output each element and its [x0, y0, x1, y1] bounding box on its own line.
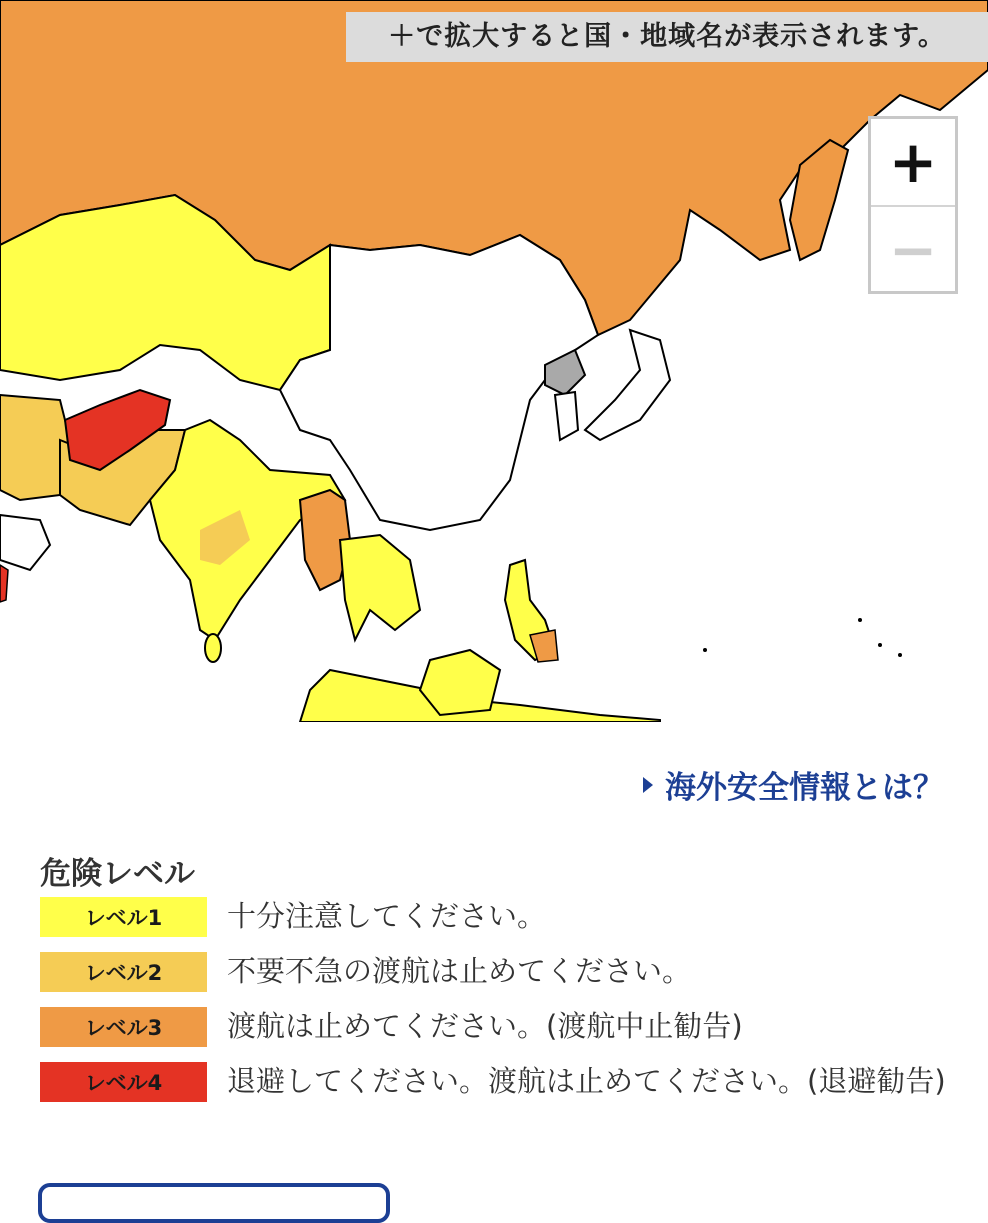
- zoom-control[interactable]: [868, 116, 958, 294]
- map-region-arabia-edge[interactable]: [0, 565, 8, 602]
- legend-row-level1: [40, 897, 960, 938]
- zoom-out-button[interactable]: −: [888, 216, 938, 284]
- chevron-right-icon: [643, 777, 653, 793]
- map-region-indochina[interactable]: [340, 535, 420, 640]
- legend-swatch-level4: レベル4: [40, 1062, 207, 1102]
- legend-row-level4: [40, 1062, 960, 1103]
- legend-description-level3: 渡航は止めてください。(渡航中止勧告): [227, 1009, 743, 1043]
- legend-description-level1: 十分注意してください。: [227, 899, 547, 933]
- map-region-south-korea[interactable]: [555, 392, 578, 440]
- bottom-action-button[interactable]: [38, 1183, 390, 1223]
- overseas-safety-info-link[interactable]: [643, 762, 944, 807]
- map-region-japan[interactable]: [585, 330, 670, 440]
- map-region-sri-lanka[interactable]: [205, 634, 221, 662]
- legend-title: 危険レベル: [40, 856, 195, 892]
- map-hint-banner: ＋で拡大すると国・地域名が表示されます。: [346, 12, 988, 62]
- legend-swatch-level2: レベル2: [40, 952, 207, 992]
- legend-description-level2: 不要不急の渡航は止めてください。: [227, 954, 692, 988]
- overseas-safety-info-label: 海外安全情報とは？: [665, 770, 944, 806]
- legend-description-level4: 退避してください。渡航は止めてください。(退避勧告): [227, 1064, 946, 1098]
- zoom-in-button[interactable]: +: [871, 119, 955, 207]
- legend-row-level2: [40, 952, 960, 993]
- legend-swatch-level3: レベル3: [40, 1007, 207, 1047]
- map-region-arabia[interactable]: [0, 515, 50, 570]
- map-region-borneo[interactable]: [420, 650, 500, 715]
- legend-swatch-level1: レベル1: [40, 897, 207, 937]
- legend-row-level3: [40, 1007, 960, 1048]
